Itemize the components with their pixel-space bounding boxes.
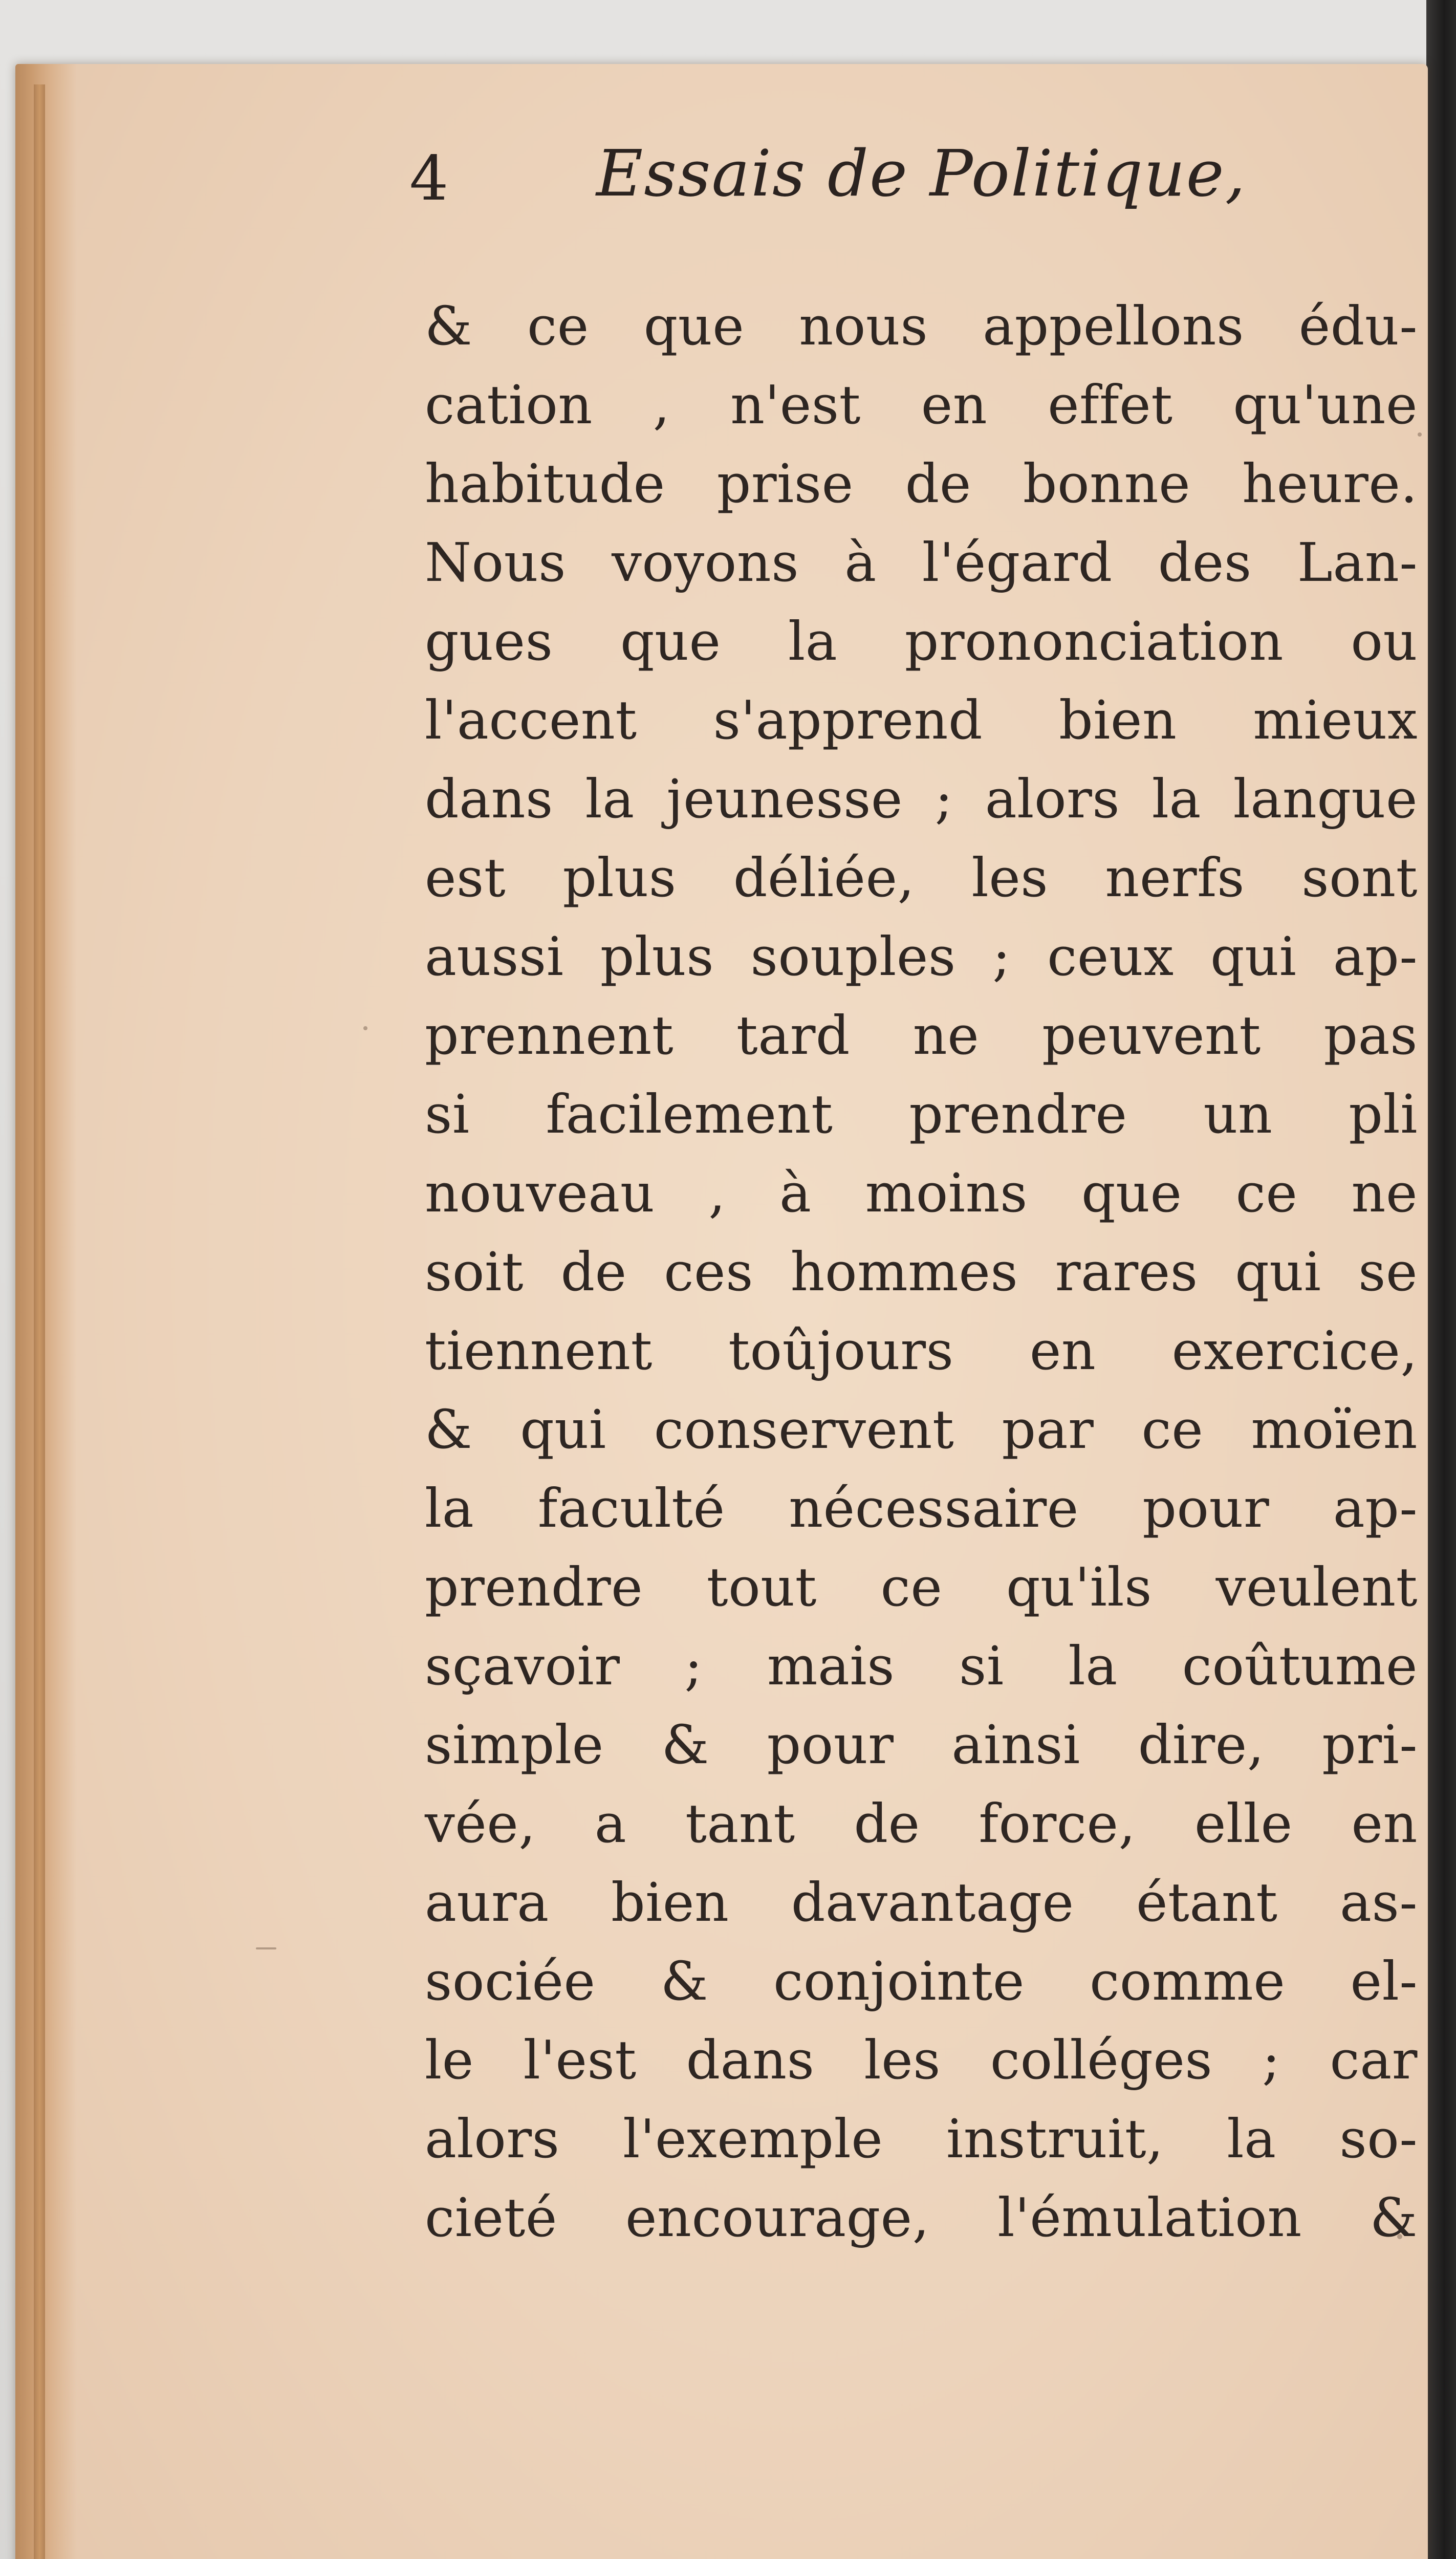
text-line: tiennent toûjours en exercice,: [425, 1319, 1418, 1382]
running-header: [409, 128, 1382, 230]
text-line: simple & pour ainsi dire, pri-: [425, 1714, 1418, 1776]
running-title: Essais de Politique,: [596, 137, 1247, 211]
text-line: gues que la prononciation ou: [425, 610, 1418, 673]
text-line: Nous voyons à l'égard des Lan-: [425, 531, 1418, 594]
paper-speck: [1418, 432, 1422, 437]
text-line: & qui conservent par ce moïen: [425, 1398, 1418, 1461]
text-line: soit de ces hommes rares qui se: [425, 1241, 1418, 1303]
text-line: nouveau , à moins que ce ne: [425, 1162, 1418, 1224]
binding-strip: [1426, 0, 1456, 2559]
page-edge-line: [34, 84, 45, 2559]
text-line: le l'est dans les colléges ; car: [425, 2029, 1418, 2091]
text-line: vée, a tant de force, elle en: [425, 1792, 1418, 1855]
text-line: l'accent s'apprend bien mieux: [425, 689, 1418, 751]
paper-speck: [363, 1026, 367, 1030]
page-number: 4: [409, 143, 449, 214]
text-line: & ce que nous appellons édu-: [425, 295, 1418, 357]
page-edge: [15, 64, 77, 2559]
text-line: est plus déliée, les nerfs sont: [425, 847, 1418, 909]
text-line: si facilement prendre un pli: [425, 1083, 1418, 1145]
text-line: sçavoir ; mais si la coûtume: [425, 1635, 1418, 1697]
text-line: cation , n'est en effet qu'une: [425, 374, 1418, 436]
text-line: prennent tard ne peuvent pas: [425, 1004, 1418, 1067]
body-text: [425, 287, 1418, 2257]
text-line: sociée & conjointe comme el-: [425, 1950, 1418, 2012]
text-line: alors l'exemple instruit, la so-: [425, 2108, 1418, 2170]
text-line: cieté encourage, l'émulation &: [425, 2186, 1418, 2249]
text-line: dans la jeunesse ; alors la langue: [425, 768, 1418, 830]
text-line: la faculté nécessaire pour ap-: [425, 1477, 1418, 1539]
text-line: aussi plus souples ; ceux qui ap-: [425, 925, 1418, 988]
text-line: aura bien davantage étant as-: [425, 1871, 1418, 1934]
text-line: habitude prise de bonne heure.: [425, 452, 1418, 515]
text-line: prendre tout ce qu'ils veulent: [425, 1556, 1418, 1618]
paper-speck: [256, 1947, 276, 1949]
